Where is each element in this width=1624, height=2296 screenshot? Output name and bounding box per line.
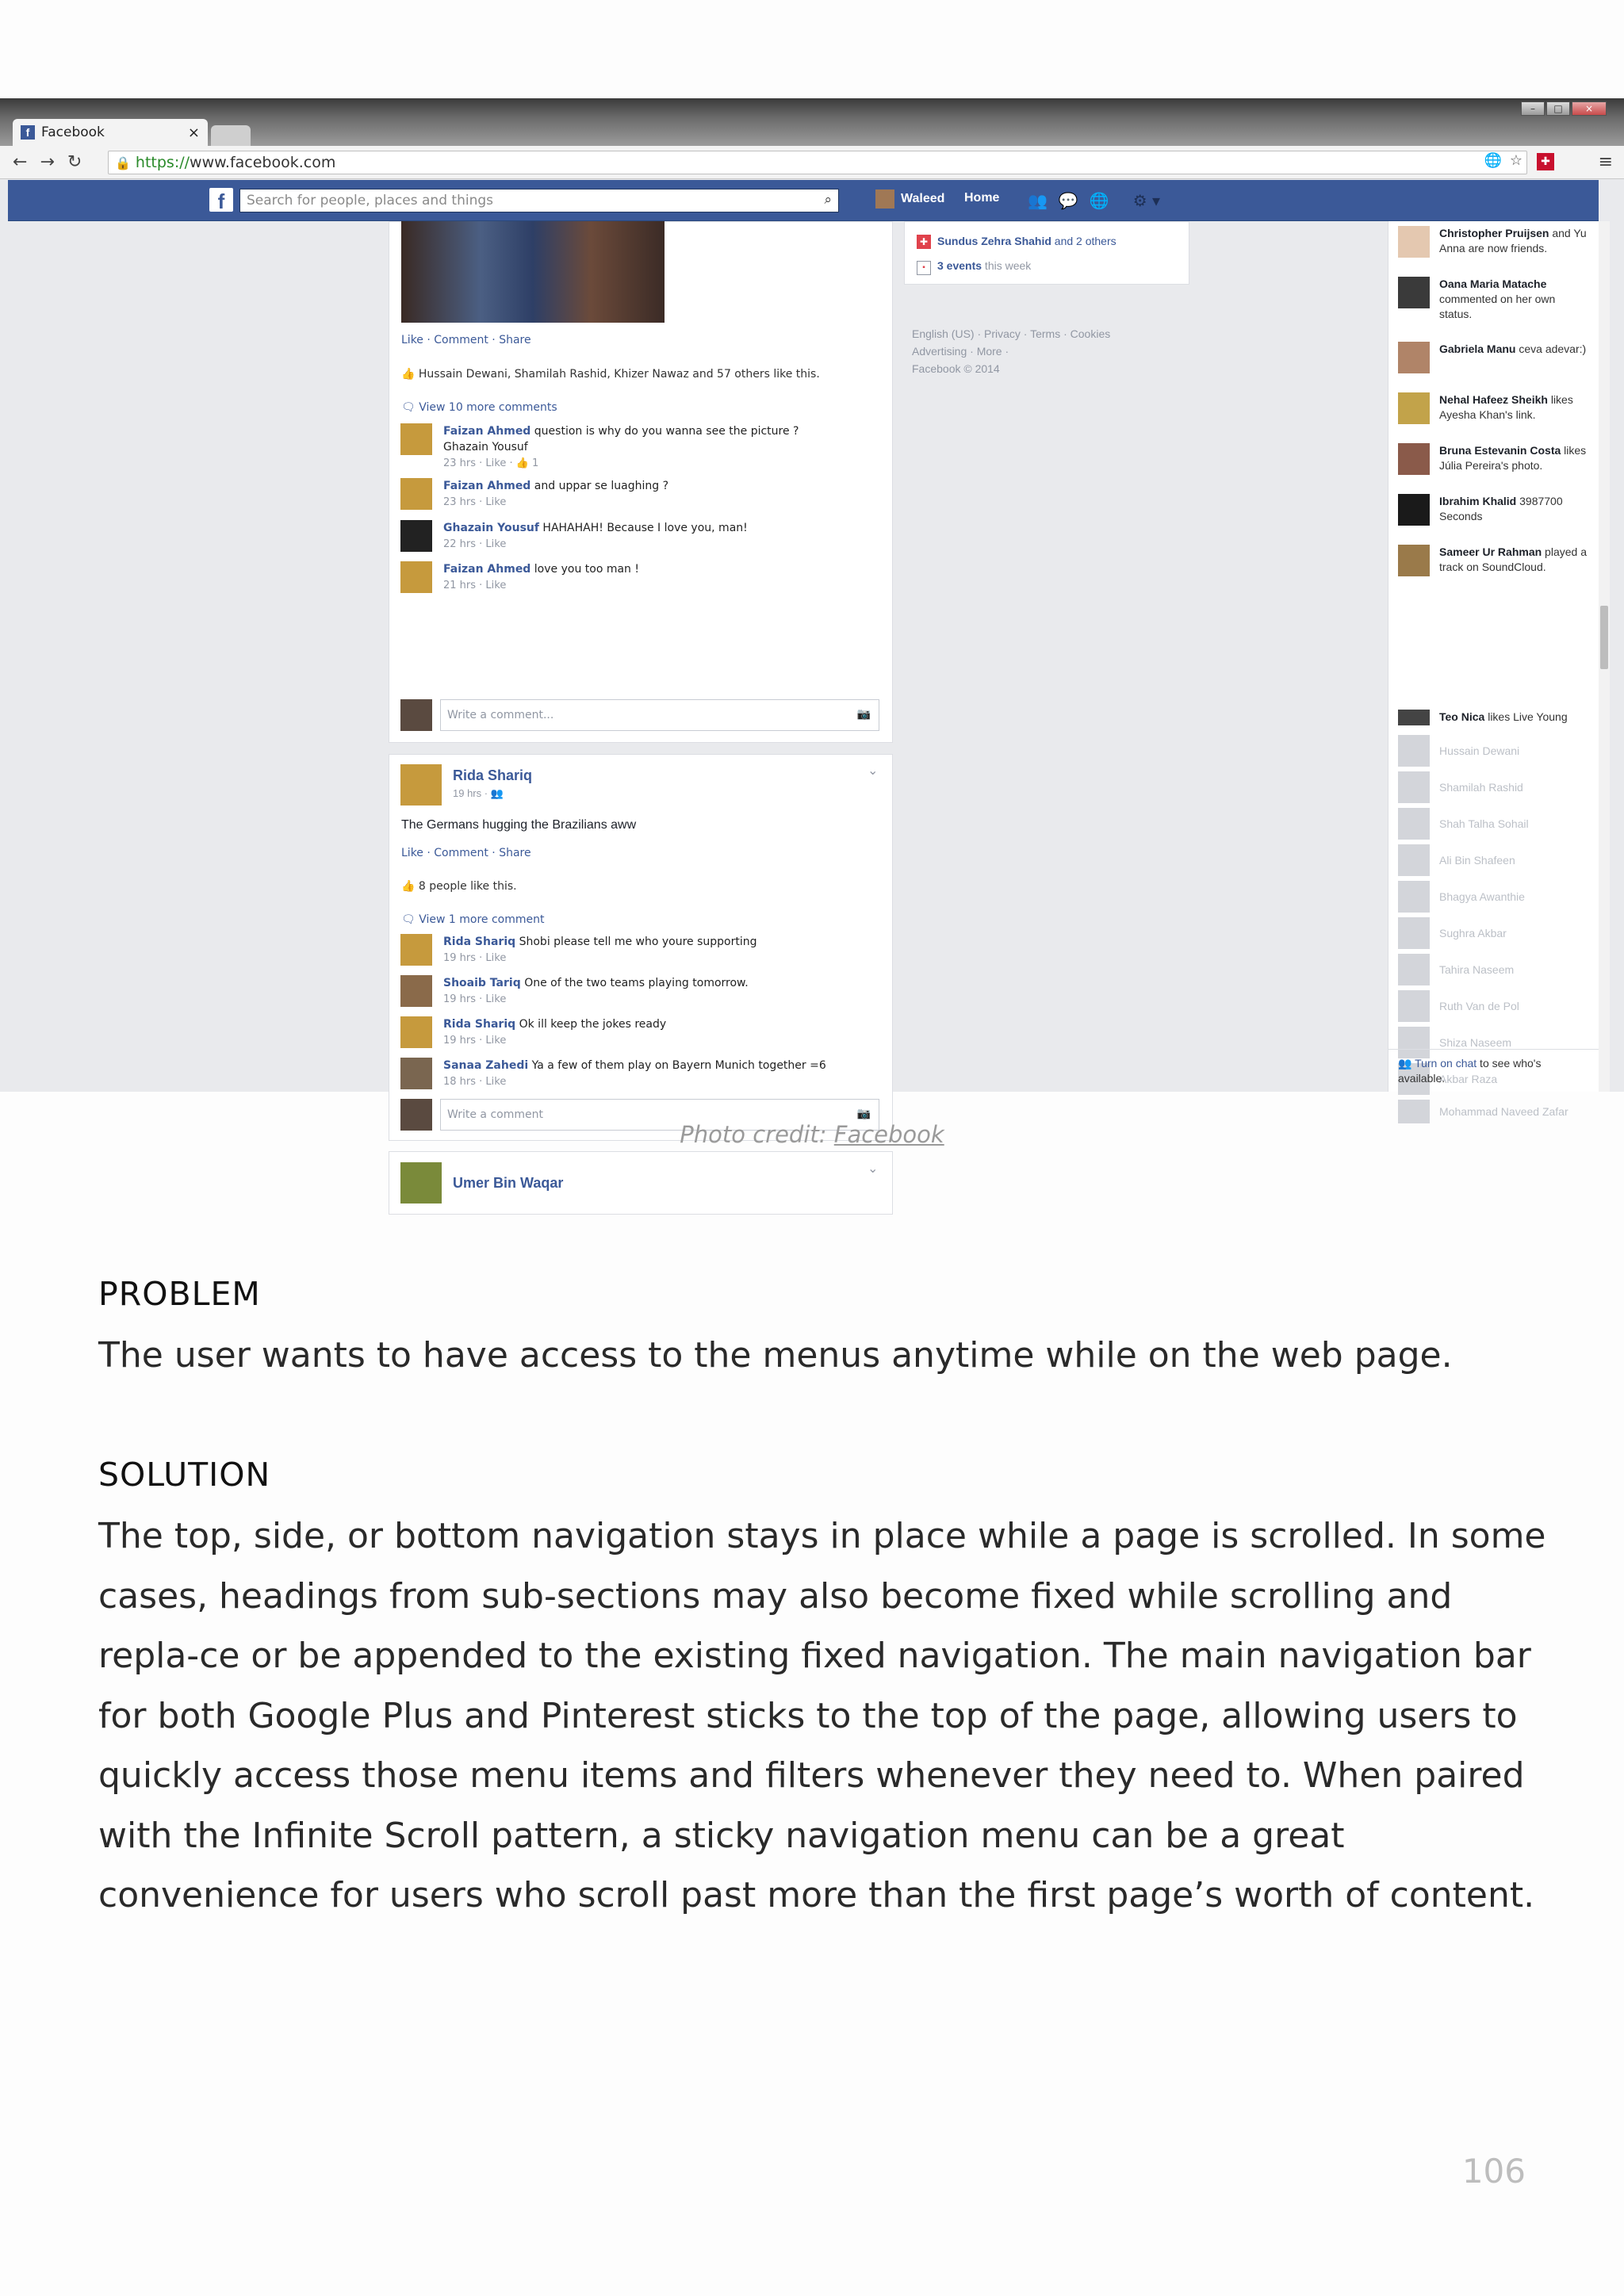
ticker-item[interactable]: Teo Nica likes Live Young — [1398, 710, 1587, 725]
avatar — [1398, 917, 1430, 949]
comment-icon: 🗨 — [401, 401, 419, 414]
notifications-globe-icon[interactable]: 🌐 — [1089, 191, 1109, 210]
search-icon[interactable]: ⌕ — [824, 192, 832, 208]
post-menu-chevron-icon[interactable]: ⌄ — [868, 1161, 879, 1176]
avatar — [1398, 226, 1430, 258]
back-icon[interactable]: ← — [13, 152, 28, 172]
avatar — [400, 975, 432, 1007]
comment-composer — [400, 699, 879, 731]
ticker-item[interactable]: Ibrahim Khalid 3987700 Seconds — [1398, 494, 1587, 526]
chat-contact[interactable]: Akbar Raza — [1398, 1063, 1497, 1095]
post-actions[interactable]: Like · Comment · Share — [401, 334, 531, 346]
post-header — [400, 1162, 563, 1203]
avatar — [400, 1162, 442, 1203]
profile-link[interactable] — [875, 189, 944, 209]
avatar — [400, 1016, 432, 1048]
facebook-top-navigation — [8, 180, 1599, 221]
comment: Ghazain Yousuf HAHAHAH! Because I love you, man! 22 hrs · Like — [400, 520, 748, 553]
comment-icon: 🗨 — [401, 913, 419, 926]
chat-contact[interactable]: Ruth Van de Pol — [1398, 990, 1519, 1022]
messages-icon[interactable]: 💬 — [1058, 191, 1078, 210]
avatar — [1398, 735, 1430, 767]
lock-icon: 🔒 — [115, 155, 131, 170]
turn-on-chat[interactable]: 👥 Turn on chat to see who's available. — [1388, 1049, 1599, 1092]
bookmark-star-icon[interactable]: ☆ — [1509, 152, 1522, 169]
comment-input[interactable]: Write a comment 📷 — [440, 1099, 879, 1131]
chat-contact[interactable]: Tahira Naseem — [1398, 954, 1514, 985]
avatar — [1398, 954, 1430, 985]
calendar-icon: ▪ — [917, 261, 931, 275]
ticker-sidebar — [1388, 221, 1599, 1118]
avatar — [1398, 277, 1430, 308]
ticker-item[interactable]: Nehal Hafeez Sheikh likes Ayesha Khan's link. — [1398, 392, 1587, 424]
avatar — [1398, 990, 1430, 1022]
comment: Faizan Ahmed question is why do you wanna see the picture ? Ghazain Yousuf 23 hrs · Like · 👍 1 — [400, 423, 845, 472]
solution-heading: SOLUTION — [98, 1456, 271, 1494]
facebook-favicon-icon: f — [21, 125, 35, 140]
ticker-item[interactable]: Bruna Estevanin Costa likes Júlia Pereira's photo. — [1398, 443, 1587, 475]
comment-input[interactable]: Write a comment... 📷 — [440, 699, 879, 731]
gift-icon: ✚ — [917, 235, 931, 249]
post-author[interactable]: Umer Bin Waqar — [453, 1174, 564, 1191]
post-likes: 👍 8 people like this. — [401, 880, 517, 893]
solution-text: The top, side, or bottom navigation stays in place while a page is scrolled. In some cases, headings from sub-sections may also become fixed while scrolling and repla-ce or be appended to the existing fixed navigation. The main navigation bar for both Google Plus and Pinterest sticks to the top of the page, allowing users to quickly access those menu items and filters whenever they need to. When paired with the Infinite Scroll pattern, a sticky navigation menu can be a great convenience for users who scroll past more than the first page’s worth of content. — [98, 1516, 1546, 1915]
scrollbar-thumb[interactable] — [1600, 606, 1608, 669]
profile-name: Waleed — [901, 192, 945, 205]
view-more-comments[interactable]: 🗨 View 10 more comments — [401, 401, 557, 414]
post-author[interactable]: Rida Shariq — [453, 767, 533, 783]
events-reminder[interactable]: ▪ 3 events this week — [917, 259, 1031, 275]
problem-text: The user wants to have access to the menus anytime while on the web page. — [98, 1335, 1453, 1376]
forward-icon[interactable]: → — [40, 152, 55, 172]
browser-menu-icon[interactable]: ≡ — [1598, 152, 1613, 172]
photo-credit-link[interactable]: Facebook — [833, 1121, 944, 1148]
post-header — [400, 764, 532, 806]
birthday-reminder[interactable]: ✚ Sundus Zehra Shahid and 2 others — [917, 235, 1116, 249]
avatar — [1398, 808, 1430, 840]
avatar — [1398, 545, 1430, 576]
comment: Shoaib Tariq One of the two teams playing tomorrow. 19 hrs · Like — [400, 975, 749, 1008]
chat-contact[interactable]: Sughra Akbar — [1398, 917, 1507, 949]
window-close-icon[interactable]: × — [1572, 101, 1607, 116]
avatar — [400, 561, 432, 593]
comment: Rida Shariq Shobi please tell me who youre supporting 19 hrs · Like — [400, 934, 757, 966]
avatar — [400, 423, 432, 455]
audience-icon: 👥 — [490, 787, 504, 799]
translate-icon[interactable]: 🌐 — [1484, 152, 1502, 169]
footer-links[interactable]: Advertising · More · — [912, 345, 1009, 358]
chat-contact[interactable]: Bhagya Awanthie — [1398, 881, 1525, 913]
chat-contact[interactable]: Mohammad Naveed Zafar — [1398, 1100, 1568, 1123]
comment: Sanaa Zahedi Ya a few of them play on Bayern Munich together =6 18 hrs · Like — [400, 1058, 826, 1090]
like-icon: 👍 — [401, 368, 419, 381]
url-host: www.facebook.com — [190, 154, 336, 171]
avatar — [400, 1058, 432, 1089]
avatar — [875, 189, 894, 209]
footer-links[interactable]: English (US) · Privacy · Terms · Cookies — [912, 327, 1111, 340]
post-text: The Germans hugging the Brazilians aww — [401, 818, 637, 832]
problem-heading: PROBLEM — [98, 1275, 261, 1313]
chat-contact[interactable]: Shah Talha Sohail — [1398, 808, 1529, 840]
avatar — [1398, 1100, 1430, 1123]
search-placeholder: Search for people, places and things — [247, 193, 493, 209]
facebook-logo-icon[interactable]: f — [209, 188, 233, 212]
comment: Rida Shariq Ok ill keep the jokes ready 19 hrs · Like — [400, 1016, 666, 1049]
friend-requests-icon[interactable]: 👥 — [1028, 191, 1048, 210]
chat-contact[interactable]: Shiza Naseem — [1398, 1027, 1511, 1058]
avatar — [400, 764, 442, 806]
page-number: 106 — [1461, 2152, 1526, 2191]
facebook-footer — [912, 325, 1110, 377]
chat-icon: 👥 — [1398, 1057, 1415, 1070]
ticker-item[interactable]: Sameer Ur Rahman played a track on SoundCloud. — [1398, 545, 1587, 576]
maximize-icon[interactable]: □ — [1546, 101, 1570, 116]
avatar — [1398, 443, 1430, 475]
avatar — [400, 934, 432, 966]
home-link[interactable]: Home — [964, 191, 1000, 205]
ticker-item[interactable]: Christopher Pruijsen and Yu Anna are now friends. — [1398, 226, 1587, 258]
avatar — [1398, 771, 1430, 803]
account-settings-icon[interactable]: ⚙ ▾ — [1132, 191, 1161, 210]
events-box — [904, 221, 1189, 285]
post-actions[interactable]: Like · Comment · Share — [401, 847, 531, 859]
avatar — [1398, 710, 1430, 725]
footer-copyright: Facebook © 2014 — [912, 362, 1000, 375]
post-likes: 👍 Hussain Dewani, Shamilah Rashid, Khizer Nawaz and 57 others like this. — [401, 368, 820, 381]
avatar — [400, 520, 432, 552]
url-scheme: https:// — [135, 154, 190, 171]
tab-close-icon[interactable]: × — [187, 124, 200, 141]
chat-contact[interactable]: Ali Bin Shafeen — [1398, 844, 1515, 876]
post-timestamp[interactable]: 19 hrs · — [453, 787, 491, 799]
browser-title-bar — [0, 98, 1624, 146]
avatar — [400, 478, 432, 510]
ticker-item[interactable]: Gabriela Manu ceva adevar:) — [1398, 342, 1587, 373]
window-controls — [1521, 101, 1607, 116]
post-photo — [401, 221, 665, 323]
ticker-item[interactable]: Oana Maria Matache commented on her own status. — [1398, 277, 1587, 322]
avatar — [1398, 881, 1430, 913]
photo-credit: Photo credit: Facebook — [680, 1121, 944, 1148]
comment: Faizan Ahmed love you too man ! 21 hrs · Like — [400, 561, 639, 594]
view-more-comments[interactable]: 🗨 View 1 more comment — [401, 913, 545, 926]
notification-icons — [1028, 191, 1160, 210]
avatar — [1398, 392, 1430, 424]
extension-icon[interactable]: ✚ — [1537, 153, 1554, 170]
comment: Faizan Ahmed and uppar se luaghing ? 23 hrs · Like — [400, 478, 668, 511]
chat-contact[interactable]: Shamilah Rashid — [1398, 771, 1523, 803]
avatar — [1398, 844, 1430, 876]
address-bar[interactable] — [108, 151, 1527, 174]
reload-icon[interactable]: ↻ — [67, 152, 82, 172]
avatar — [400, 699, 432, 731]
browser-toolbar — [0, 146, 1624, 179]
browser-tab[interactable] — [13, 119, 208, 146]
post-menu-chevron-icon[interactable]: ⌄ — [868, 763, 879, 778]
address-bar-icons — [1484, 152, 1522, 169]
avatar — [1398, 494, 1430, 526]
tab-title: Facebook — [41, 124, 105, 140]
new-tab-button[interactable] — [211, 125, 251, 146]
avatar — [1398, 342, 1430, 373]
minimize-icon[interactable]: – — [1521, 101, 1545, 116]
camera-icon[interactable]: 📷 — [856, 1108, 871, 1120]
facebook-search-input[interactable] — [239, 189, 839, 212]
chat-contact[interactable]: Hussain Dewani — [1398, 735, 1519, 767]
like-icon: 👍 — [401, 880, 419, 893]
camera-icon[interactable]: 📷 — [856, 708, 871, 721]
